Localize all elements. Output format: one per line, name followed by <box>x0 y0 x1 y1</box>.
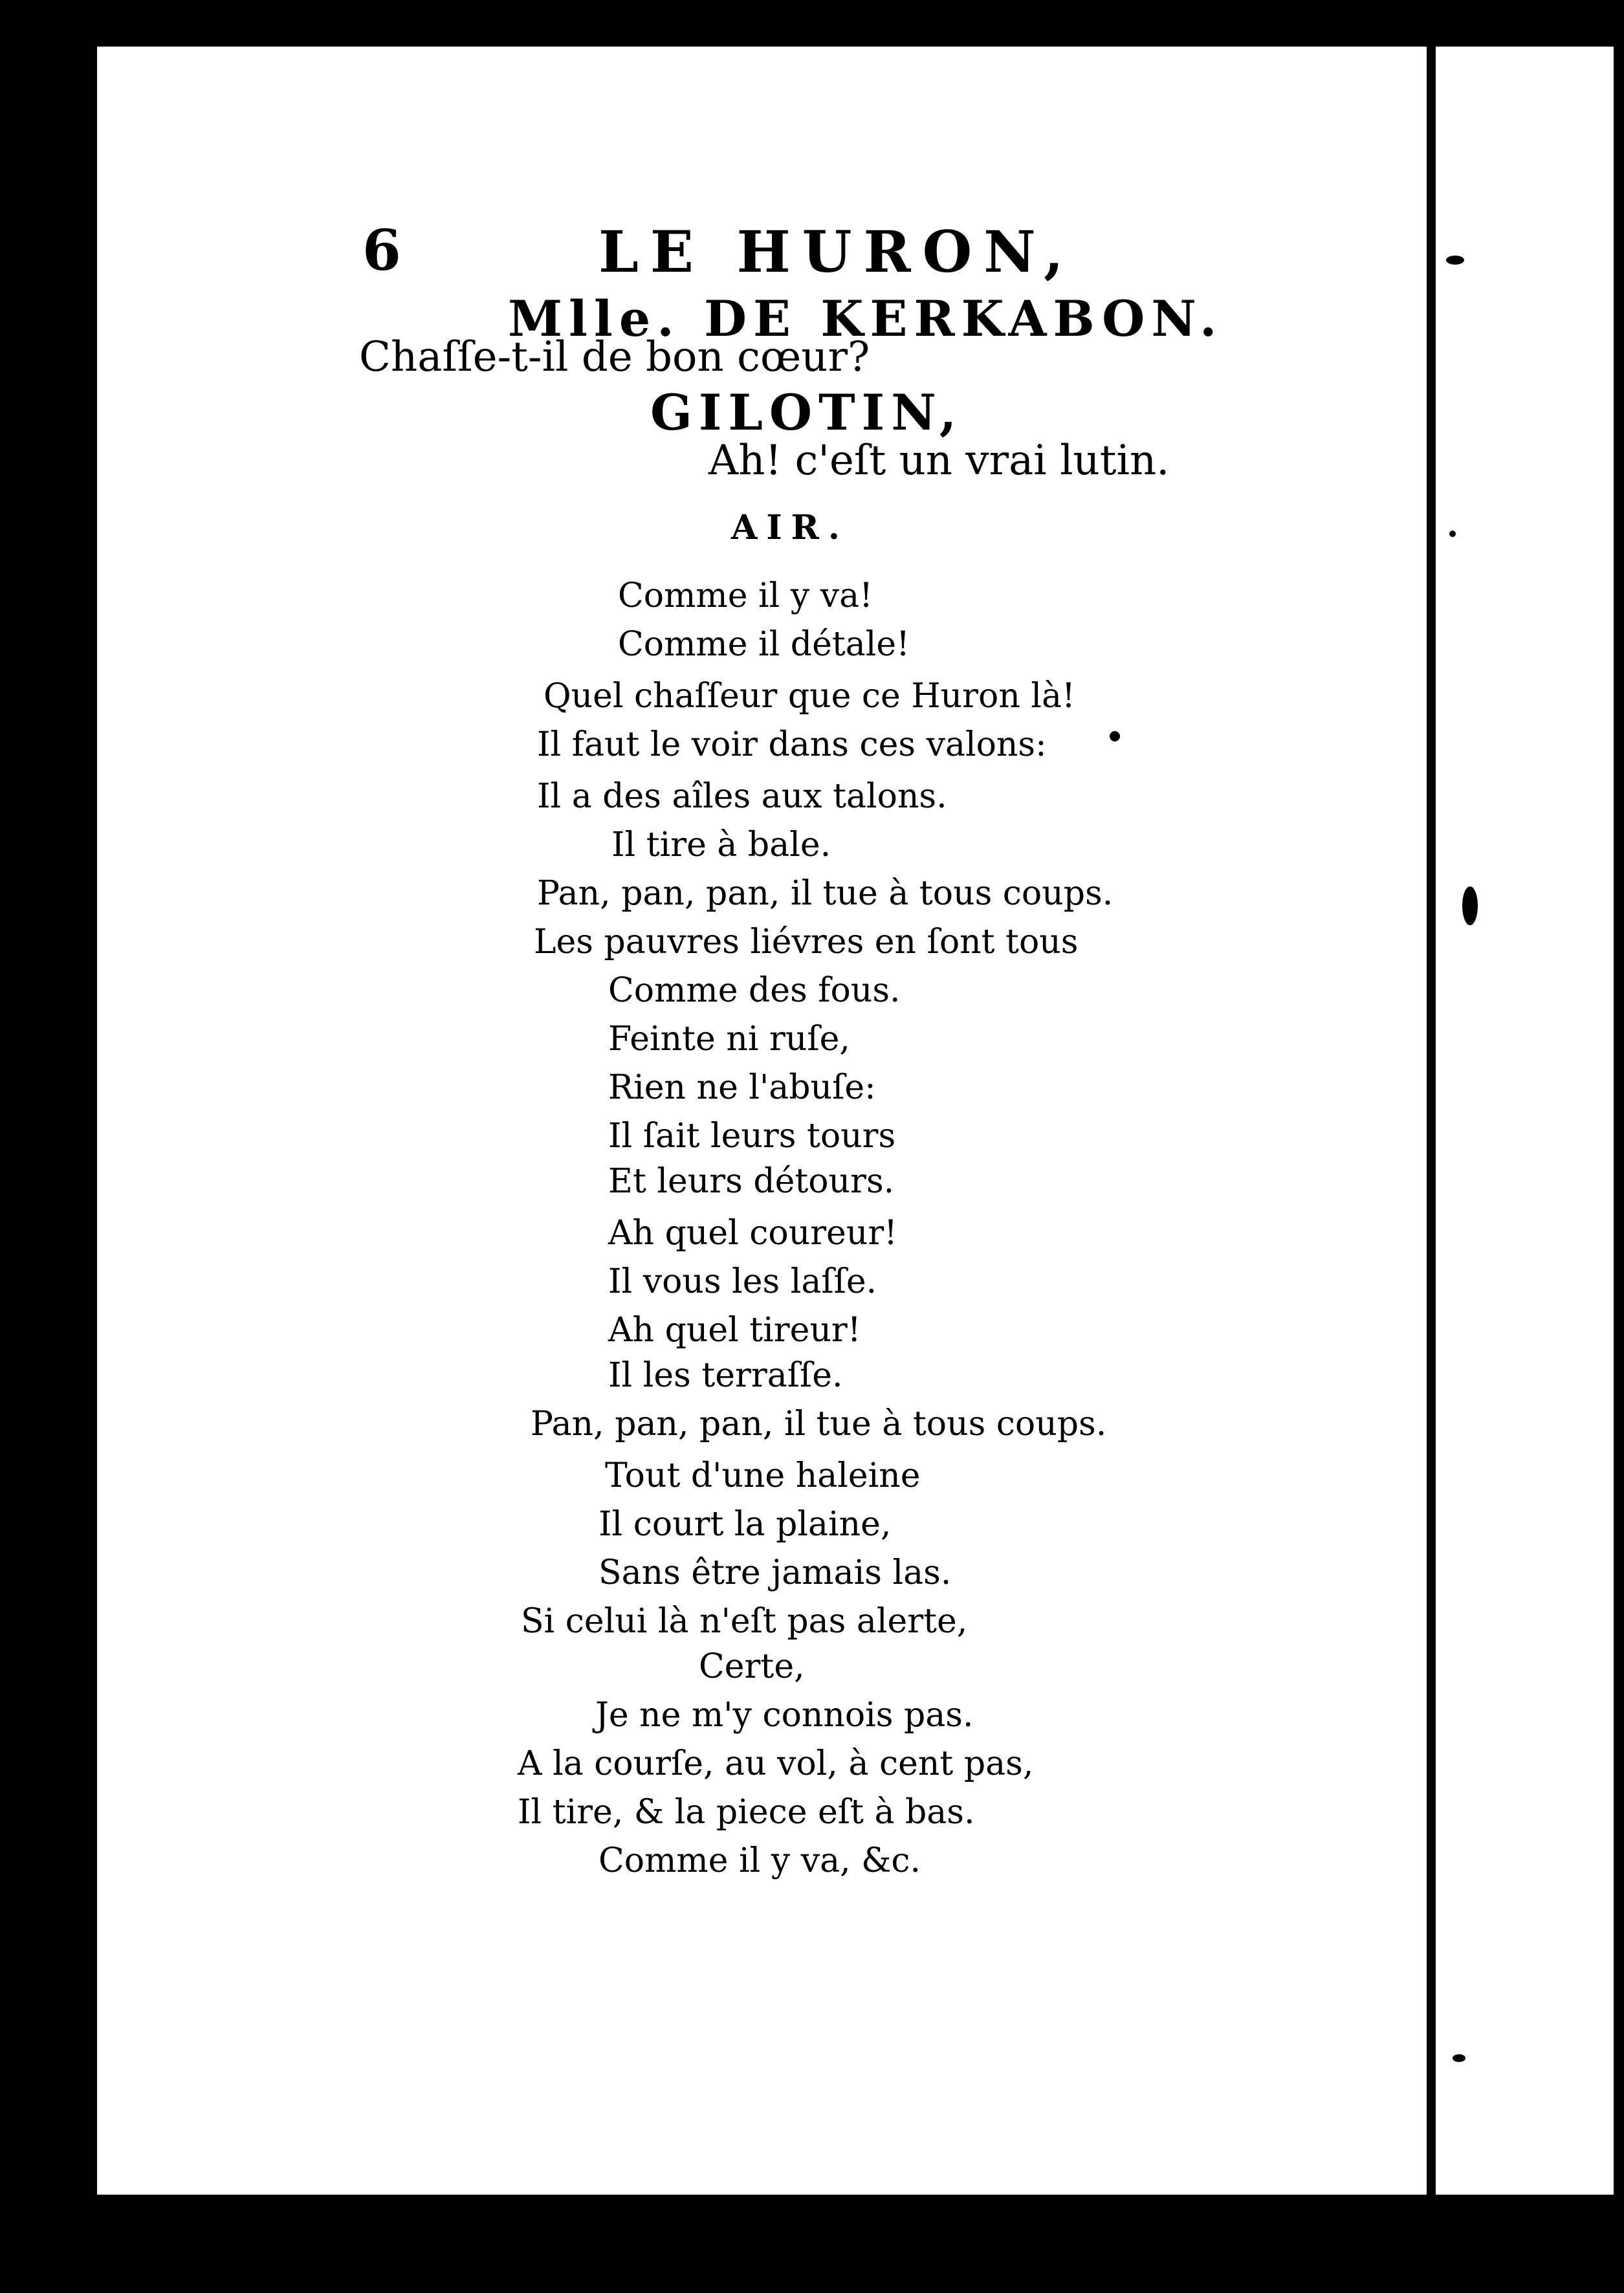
spoken-line: Ah! c'eſt un vrai lutin. <box>708 437 1170 485</box>
verse-line: Je ne m'y connois pas. <box>595 1696 974 1735</box>
ink-speck <box>1446 256 1464 265</box>
ink-speck <box>1453 2054 1465 2062</box>
verse-line: Pan, pan, pan, il tue à tous coups. <box>531 1405 1107 1443</box>
verse-line: Il tire, & la piece eſt à bas. <box>518 1793 975 1832</box>
page-edge <box>1427 47 1614 2195</box>
spoken-line: Chaſſe-t-il de bon cœur? <box>359 333 870 381</box>
verse-line: Il court la plaine, <box>598 1505 892 1544</box>
verse-line: A la courſe, au vol, à cent pas, <box>518 1744 1034 1783</box>
verse-line: Et leurs détours. <box>608 1162 895 1201</box>
verse-line: Feinte ni ruſe, <box>608 1020 850 1059</box>
verse-line: Les pauvres liévres en ſont tous <box>534 923 1079 961</box>
verse-line: Comme il y va, &c. <box>598 1841 921 1880</box>
verse-line: Ah quel coureur! <box>608 1214 898 1253</box>
running-title: LE HURON, <box>598 218 1075 285</box>
verse-line: Comme il détale! <box>618 625 910 664</box>
verse-line: Il a des aîles aux talons. <box>537 777 947 816</box>
ink-speck <box>1449 531 1456 537</box>
verse-line: Il ſait leurs tours <box>608 1117 896 1156</box>
page-number: 6 <box>362 218 401 283</box>
verse-line: Rien ne l'abuſe: <box>608 1068 876 1107</box>
ink-speck <box>1462 886 1478 925</box>
verse-line: Quel chaſſeur que ce Huron là! <box>543 677 1075 716</box>
verse-line: Pan, pan, pan, il tue à tous coups. <box>537 874 1114 913</box>
verse-line: Il vous les laſſe. <box>608 1262 877 1301</box>
verse-line: Tout d'une haleine <box>605 1456 921 1495</box>
air-heading: AIR. <box>731 508 849 547</box>
verse-line: Comme des fous. <box>608 971 901 1010</box>
verse-line: Il les terraſſe. <box>608 1356 843 1395</box>
ink-speck <box>1110 731 1120 741</box>
speaker-name: Mlle. DE KERKABON. <box>508 290 1223 347</box>
verse-line: Il tire à bale. <box>611 826 831 864</box>
verse-line: Il faut le voir dans ces valons: <box>537 725 1047 764</box>
verse-line: Certe, <box>699 1647 805 1686</box>
verse-line: Comme il y va! <box>618 576 873 615</box>
verse-line: Ah quel tireur! <box>608 1311 861 1350</box>
verse-line: Sans être jamais las. <box>598 1553 952 1592</box>
speaker-name: GILOTIN, <box>650 384 963 441</box>
verse-line: Si celui là n'eſt pas alerte, <box>521 1602 968 1641</box>
